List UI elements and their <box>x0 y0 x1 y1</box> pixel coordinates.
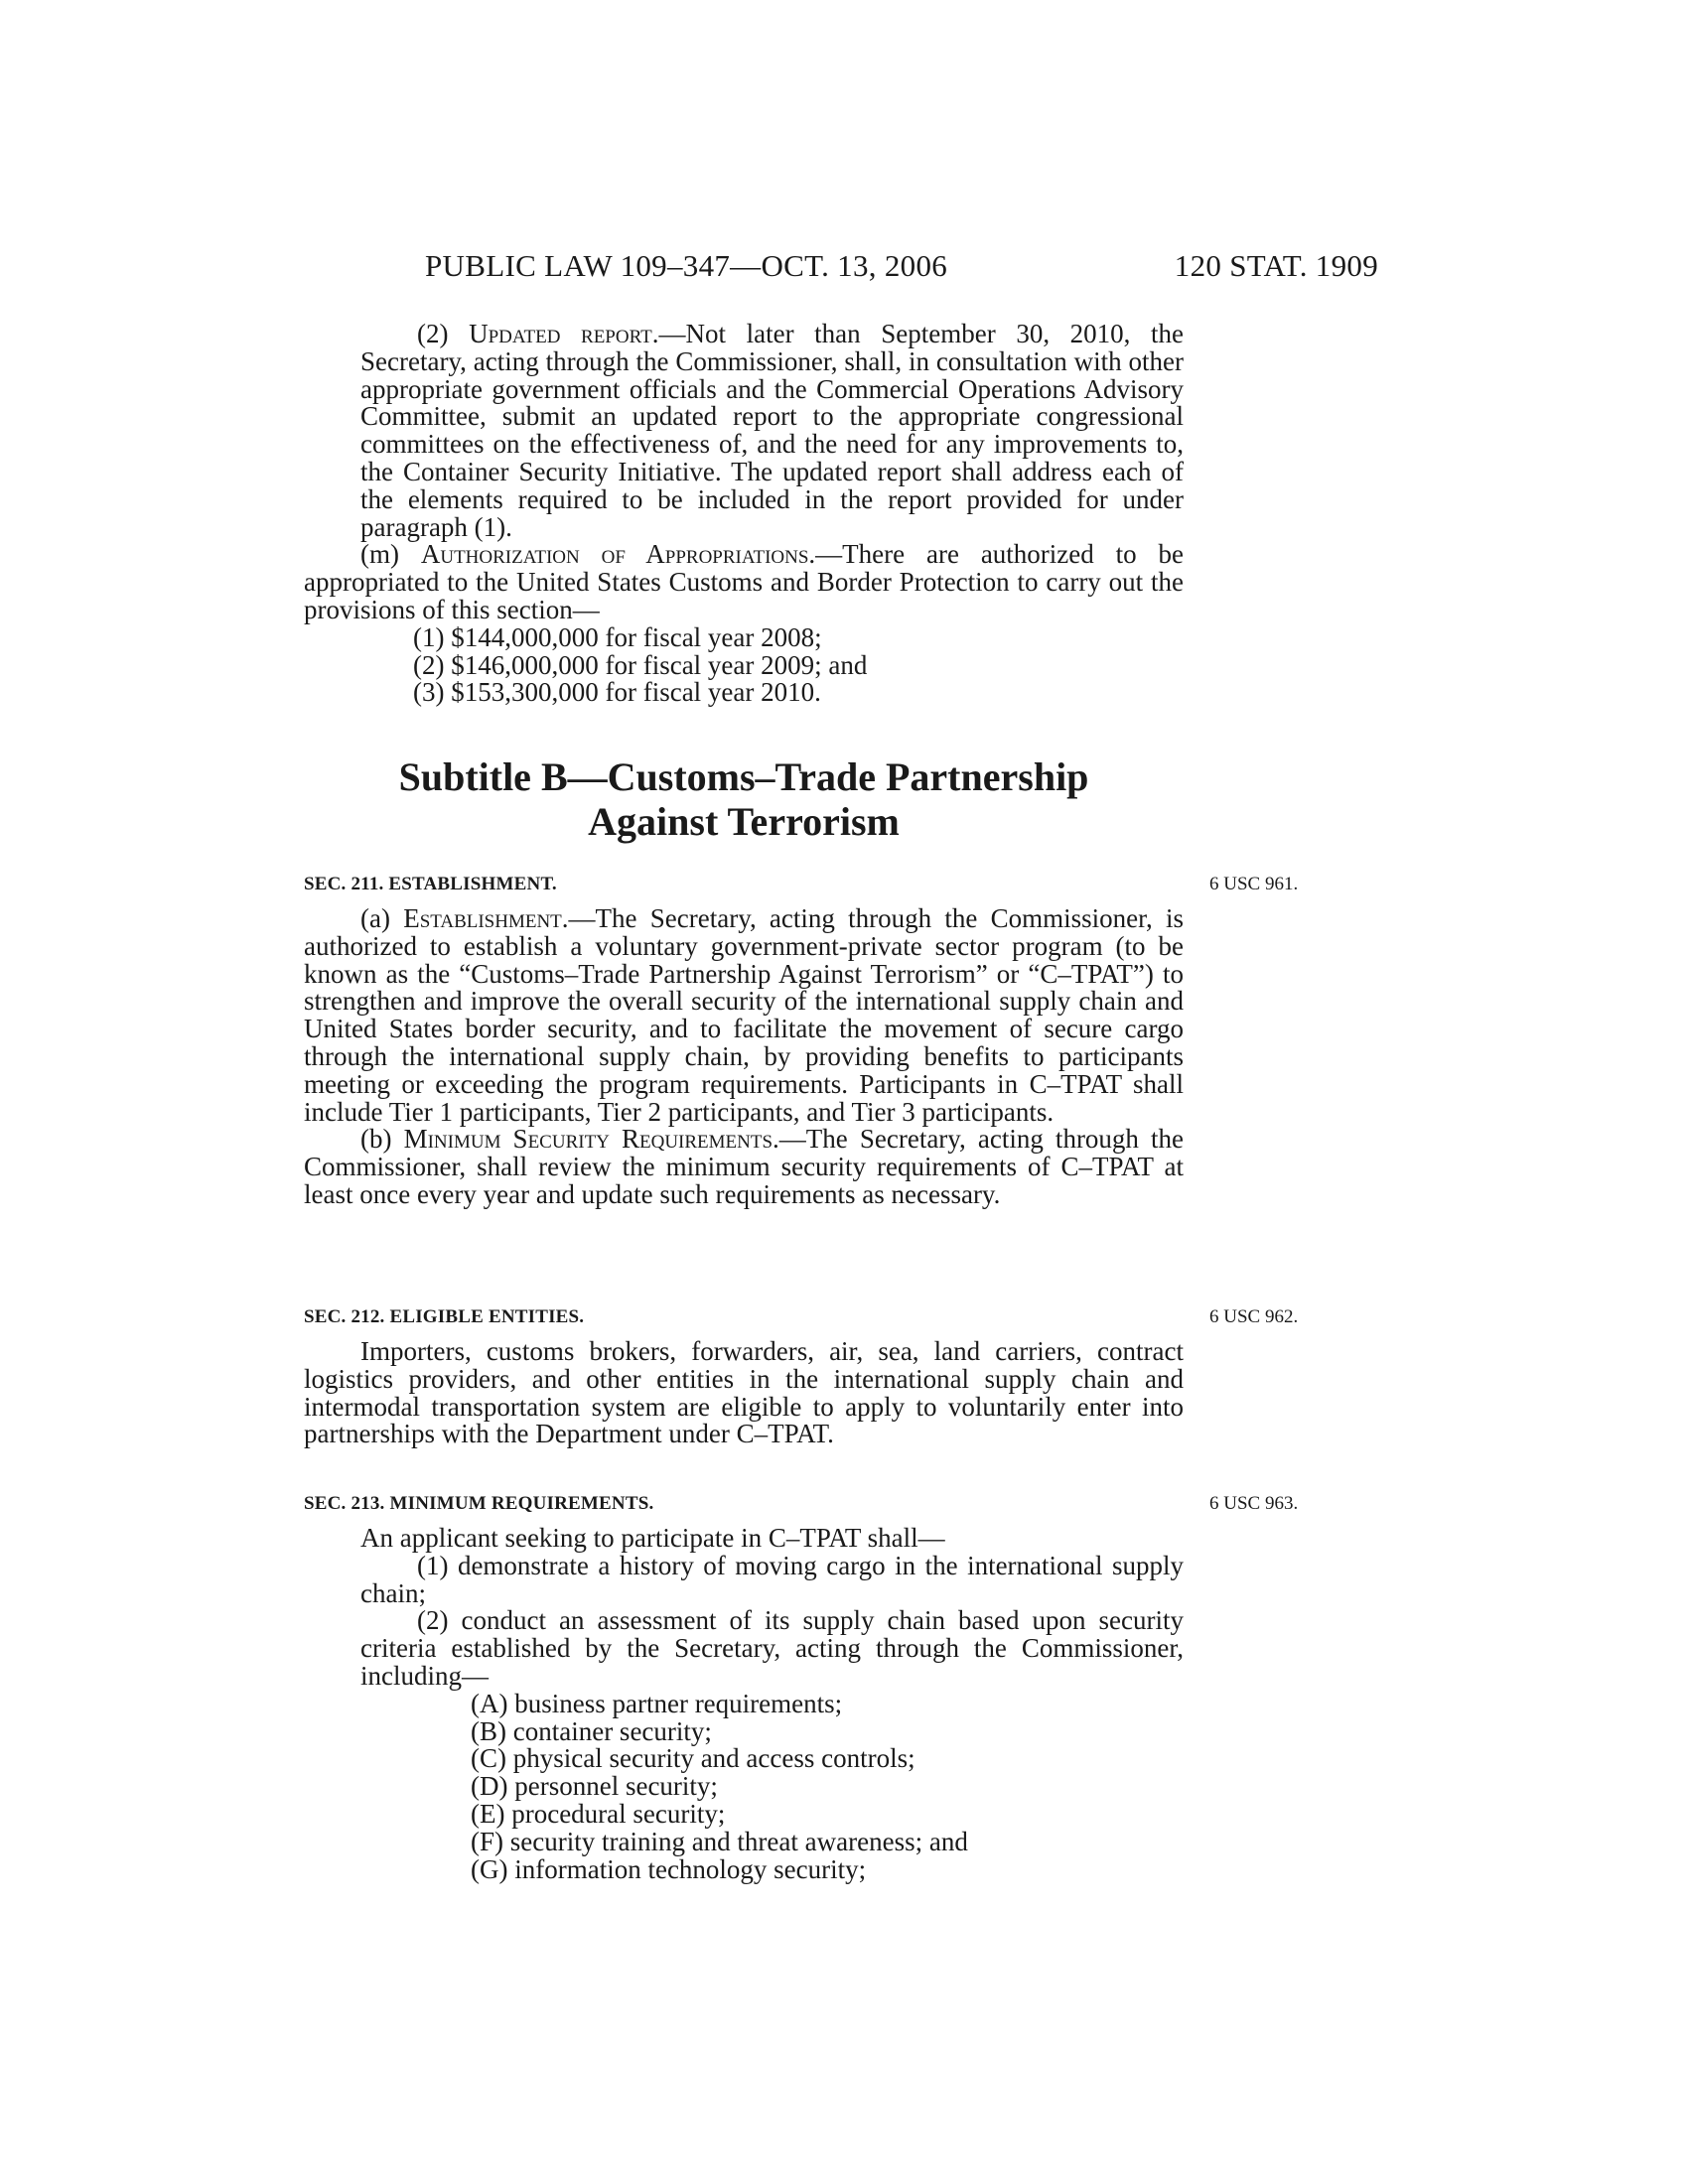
running-header <box>425 248 1378 288</box>
appropriation-item: (3) $153,300,000 for fiscal year 2010. <box>413 677 821 708</box>
sec-213-items <box>304 1550 1184 1691</box>
sec-211-body <box>304 905 1184 1209</box>
sec-213-margin-note: 6 USC 963. <box>1209 1493 1299 1514</box>
sec-211-a-number: (a) <box>360 903 390 933</box>
sec-213-subitem: (A) business partner requirements; <box>471 1688 843 1718</box>
appropriations-list <box>304 621 1184 708</box>
sec-213-subitem: (C) physical security and access controls; <box>471 1743 915 1774</box>
header-public-law: PUBLIC LAW 109–347—OCT. 13, 2006 <box>425 248 948 283</box>
section-continuation <box>304 321 1184 707</box>
sec-211-margin-note: 6 USC 961. <box>1209 874 1299 894</box>
sec-213-subitem: (D) personnel security; <box>471 1771 718 1802</box>
sec-212-margin-note: 6 USC 962. <box>1209 1306 1299 1327</box>
authorization-number: (m) <box>360 539 399 570</box>
updated-report-heading: Updated report <box>469 319 652 348</box>
sec-211-b-number: (b) <box>360 1124 392 1155</box>
subtitle-line-1: Subtitle B—Customs–Trade Partnership <box>398 754 1089 799</box>
sec-211-b-heading: Minimum Security Requirements <box>403 1124 774 1155</box>
sec-211-heading: SEC. 211. ESTABLISHMENT. <box>304 874 557 894</box>
appropriation-item: (1) $144,000,000 for fiscal year 2008; <box>413 621 822 652</box>
sec-213-subitem: (E) procedural security; <box>471 1798 726 1829</box>
sec-213-intro: An applicant seeking to participate in C–TPAT shall— <box>360 1523 945 1553</box>
sec-213-subitems <box>304 1688 1184 1884</box>
sec-213-subitem: (F) security training and threat awareness; and <box>471 1826 968 1856</box>
sec-211-a-text: .—The Secretary, acting through the Commissioner, is authorized to establish a voluntary government-private sector program (to be known as the “Customs–Trade Partnership Against Terrorism” or “C–TPAT”) to strengthen and improve the overall security of the international supply chain and United States border security, and to facilitate the movement of secure cargo through the international supply chain, by providing benefits to participants meeting or exceeding the program requirements. Participants in C–TPAT shall include Tier 1 participants, Tier 2 participants, and Tier 3 participants. <box>304 903 1184 1127</box>
appropriation-item: (2) $146,000,000 for fiscal year 2009; and <box>413 649 868 680</box>
authorization-text: .—There are authorized to be appropriated to the United States Customs and Border Protection to carry out the provisions of this section— <box>304 539 1184 624</box>
sec-212-heading: SEC. 212. ELIGIBLE ENTITIES. <box>304 1306 585 1327</box>
authorization-paragraph <box>304 541 1184 623</box>
sec-213-subitem: (G) information technology security; <box>471 1853 867 1884</box>
sec-212-text: Importers, customs brokers, forwarders, air, sea, land carriers, contract logistics providers, and other entities in the international supply chain and intermodal transportation system are eligible to apply to voluntarily enter into partnerships with the Department under C–TPAT. <box>304 1336 1184 1449</box>
sec-211-subsection-a <box>304 905 1184 1126</box>
sec-213-subitem: (B) container security; <box>471 1715 712 1746</box>
sec-211-a-heading: Establishment <box>403 903 562 933</box>
sec-213-body <box>304 1525 1184 1883</box>
updated-report-text: .—Not later than September 30, 2010, the Secretary, acting through the Commissioner, shall, in consultation with other appropriate government officials and the Commercial Operations Advisory Committee, submit an updated report to the appropriate congressional committees on the effectiveness of, and the need for any improvements to, the Container Security Initiative. The updated report shall address each of the elements required to be included in the report provided for under paragraph (1). <box>360 319 1185 542</box>
header-stat-page: 120 STAT. 1909 <box>1174 248 1378 283</box>
subtitle-line-2: Against Terrorism <box>588 799 900 844</box>
updated-report-number: (2) <box>417 319 449 348</box>
sec-213-item-2: (2) conduct an assessment of its supply chain based upon security criteria established by the Secretary, acting through the Commissioner, including— <box>360 1605 1184 1691</box>
sec-213-item-1: (1) demonstrate a history of moving cargo in the international supply chain; <box>360 1550 1184 1608</box>
sec-212-body <box>304 1338 1184 1448</box>
sec-213-heading: SEC. 213. MINIMUM REQUIREMENTS. <box>304 1493 654 1514</box>
authorization-heading: Authorization of Appropriations <box>420 539 809 570</box>
sec-211-subsection-b <box>304 1126 1184 1208</box>
subtitle-heading <box>304 754 1184 844</box>
sec-211-b-text: .—The Secretary, acting through the Commissioner, shall review the minimum security requirements of C–TPAT at least once every year and update such requirements as necessary. <box>304 1124 1185 1209</box>
updated-report-paragraph <box>304 321 1184 541</box>
